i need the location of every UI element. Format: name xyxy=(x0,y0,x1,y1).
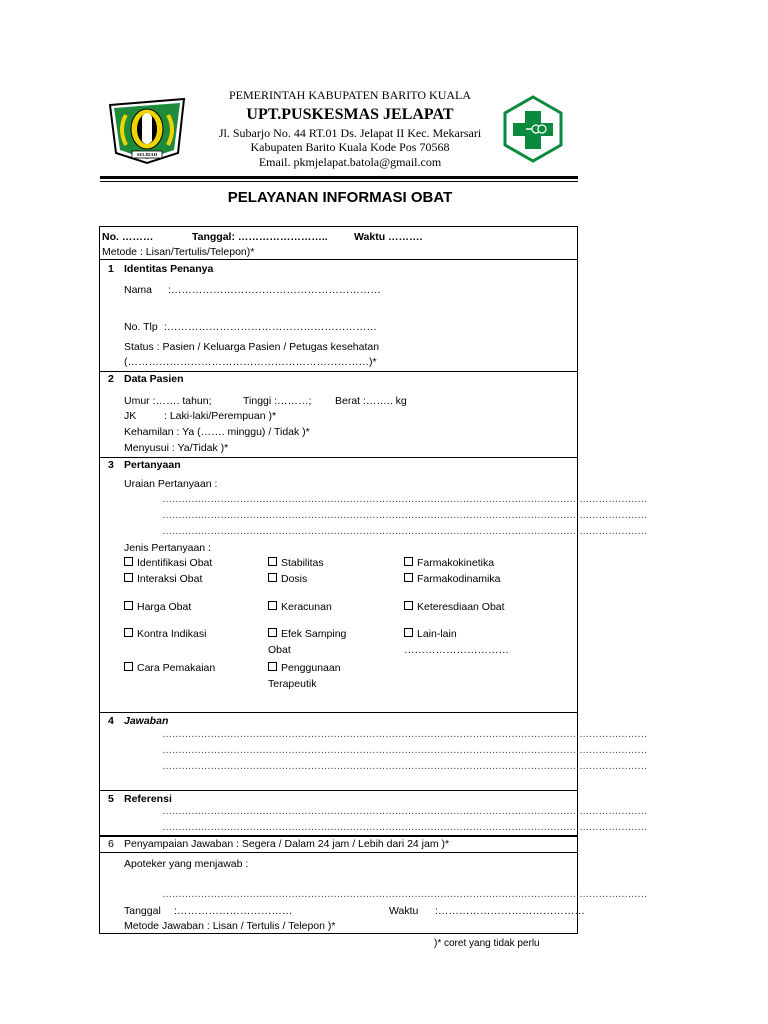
answer-line[interactable]: …………………………………………………………………………………………………………………………………… xyxy=(162,745,648,756)
section-title: Jawaban xyxy=(124,715,169,727)
row-divider xyxy=(99,371,578,372)
checkbox-interaksi-obat[interactable]: Interaksi Obat xyxy=(124,573,202,586)
uraian-label: Uraian Pertanyaan : xyxy=(124,478,218,490)
header-rule-thick xyxy=(100,176,578,179)
nama-label: Nama xyxy=(124,284,153,296)
answer-line[interactable]: …………………………………………………………………………………………………………………………………… xyxy=(162,761,648,772)
checkbox-lain-lain[interactable]: Lain-lain xyxy=(404,628,457,641)
form-title: PELAYANAN INFORMASI OBAT xyxy=(227,189,453,206)
header-rule-thin xyxy=(100,181,578,182)
answer-line[interactable]: …………………………………………………………………………………………………………………………………… xyxy=(162,510,648,521)
reference-line[interactable]: …………………………………………………………………………………………………………………………………… xyxy=(162,806,648,817)
checkbox-icon xyxy=(124,628,133,637)
regency-emblem-logo xyxy=(104,95,190,165)
section-title: Data Pasien xyxy=(124,373,184,385)
checkbox-icon xyxy=(268,601,277,610)
checkbox-harga-obat[interactable]: Harga Obat xyxy=(124,601,191,614)
checkbox-dosis[interactable]: Dosis xyxy=(268,573,307,586)
kehamilan-field: Kehamilan : Ya (……. minggu) / Tidak )* xyxy=(124,426,310,438)
checkbox-identifikasi-obat[interactable]: Identifikasi Obat xyxy=(124,557,212,570)
answer-line[interactable]: …………………………………………………………………………………………………………………………………… xyxy=(162,526,648,537)
metode-field: Metode : Lisan/Tertulis/Telepon)* xyxy=(102,246,255,258)
nama-field[interactable]: :…………………………………………………… xyxy=(168,284,381,296)
reference-line[interactable]: …………………………………………………………………………………………………………………………………… xyxy=(162,822,648,833)
jenis-label: Jenis Pertanyaan : xyxy=(124,542,211,554)
checkbox-icon xyxy=(404,557,413,566)
checkbox-farmakokinetika[interactable]: Farmakokinetika xyxy=(404,557,494,570)
row-divider xyxy=(99,259,578,260)
checkbox-icon xyxy=(124,557,133,566)
checkbox-keracunan[interactable]: Keracunan xyxy=(268,601,332,614)
metode-jawaban-field: Metode Jawaban : Lisan / Tertulis / Telepon )* xyxy=(124,920,336,932)
tanggal-field[interactable]: Tanggal: …………………….. xyxy=(192,231,328,243)
checkbox-icon xyxy=(124,573,133,582)
checkbox-keteresdiaan-obat[interactable]: Keteresdiaan Obat xyxy=(404,601,505,614)
jk-label: JK xyxy=(124,410,137,422)
waktu-label: Waktu xyxy=(389,905,419,917)
checkbox-icon xyxy=(268,662,277,671)
section-number: 6 xyxy=(108,838,114,850)
answer-line[interactable]: …………………………………………………………………………………………………………………………………… xyxy=(162,494,648,505)
checkbox-icon xyxy=(268,573,277,582)
row-divider xyxy=(99,712,578,713)
checkbox-cara-pemakaian[interactable]: Cara Pemakaian xyxy=(124,662,215,675)
checkbox-farmakodinamika[interactable]: Farmakodinamika xyxy=(404,573,500,586)
apoteker-line[interactable]: …………………………………………………………………………………………………………………………………… xyxy=(162,889,648,900)
waktu-answer-field[interactable]: :…………………………………… xyxy=(435,905,585,917)
lain-lain-field[interactable]: ………………………… xyxy=(404,644,509,656)
no-field[interactable]: No. ……… xyxy=(102,231,154,243)
tlp-field[interactable]: :…………………………………………………… xyxy=(164,321,377,333)
checkbox-stabilitas[interactable]: Stabilitas xyxy=(268,557,324,570)
checkbox-efek-samping[interactable]: Efek Samping xyxy=(268,628,346,641)
waktu-field[interactable]: Waktu ………. xyxy=(354,231,423,243)
status-other-field[interactable]: (……………………………………………………………)* xyxy=(124,356,377,368)
row-divider xyxy=(99,852,578,853)
row-divider xyxy=(99,835,578,837)
section-title: Referensi xyxy=(124,793,172,805)
tinggi-field[interactable]: Tinggi :………; xyxy=(243,395,312,407)
option-continuation: Terapeutik xyxy=(268,678,317,690)
section-number: 2 xyxy=(108,373,114,385)
row-divider xyxy=(99,790,578,791)
institution-name: UPT.PUSKESMAS JELAPAT xyxy=(246,106,454,123)
berat-field[interactable]: Berat :…….. kg xyxy=(335,395,407,407)
section-number: 1 xyxy=(108,263,114,275)
puskesmas-logo xyxy=(502,94,564,164)
section-number: 4 xyxy=(108,715,114,727)
jk-field: : Laki-laki/Perempuan )* xyxy=(164,410,277,422)
emblem-motto: SELIDAH xyxy=(136,152,158,157)
address-line-1: Jl. Subarjo No. 44 RT.01 Ds. Jelapat II Kec. Mekarsari xyxy=(218,126,482,140)
tanggal-answer-field[interactable]: :…………………………… xyxy=(174,905,293,917)
apoteker-label: Apoteker yang menjawab : xyxy=(124,858,249,870)
penyampaian-field: Penyampaian Jawaban : Segera / Dalam 24 jam / Lebih dari 24 jam )* xyxy=(124,838,450,850)
checkbox-icon xyxy=(124,601,133,610)
tlp-label: No. Tlp xyxy=(124,321,158,333)
section-number: 3 xyxy=(108,459,114,471)
checkbox-icon xyxy=(404,601,413,610)
section-title: Identitas Penanya xyxy=(124,263,214,275)
umur-field[interactable]: Umur :……. tahun; xyxy=(124,395,212,407)
menyusui-field: Menyusui : Ya/Tidak )* xyxy=(124,442,229,454)
address-line-2: Kabupaten Barito Kuala Kode Pos 70568 xyxy=(250,140,450,154)
option-continuation: Obat xyxy=(268,644,291,656)
government-name: PEMERINTAH KABUPATEN BARITO KUALA xyxy=(228,88,472,102)
checkbox-icon xyxy=(268,557,277,566)
checkbox-icon xyxy=(404,628,413,637)
checkbox-icon xyxy=(268,628,277,637)
section-title: Pertanyaan xyxy=(124,459,181,471)
tanggal-label: Tanggal xyxy=(124,905,161,917)
checkbox-icon xyxy=(124,662,133,671)
checkbox-penggunaan-terapeutik[interactable]: Penggunaan xyxy=(268,662,341,675)
email: Email. pkmjelapat.batola@gmail.com xyxy=(258,155,442,169)
row-divider xyxy=(99,457,578,458)
checkbox-kontra-indikasi[interactable]: Kontra Indikasi xyxy=(124,628,206,641)
status-field: Status : Pasien / Keluarga Pasien / Petugas kesehatan xyxy=(124,341,380,353)
checkbox-icon xyxy=(404,573,413,582)
answer-line[interactable]: …………………………………………………………………………………………………………………………………… xyxy=(162,729,648,740)
footnote: )* coret yang tidak perlu xyxy=(434,938,540,949)
section-number: 5 xyxy=(108,793,114,805)
